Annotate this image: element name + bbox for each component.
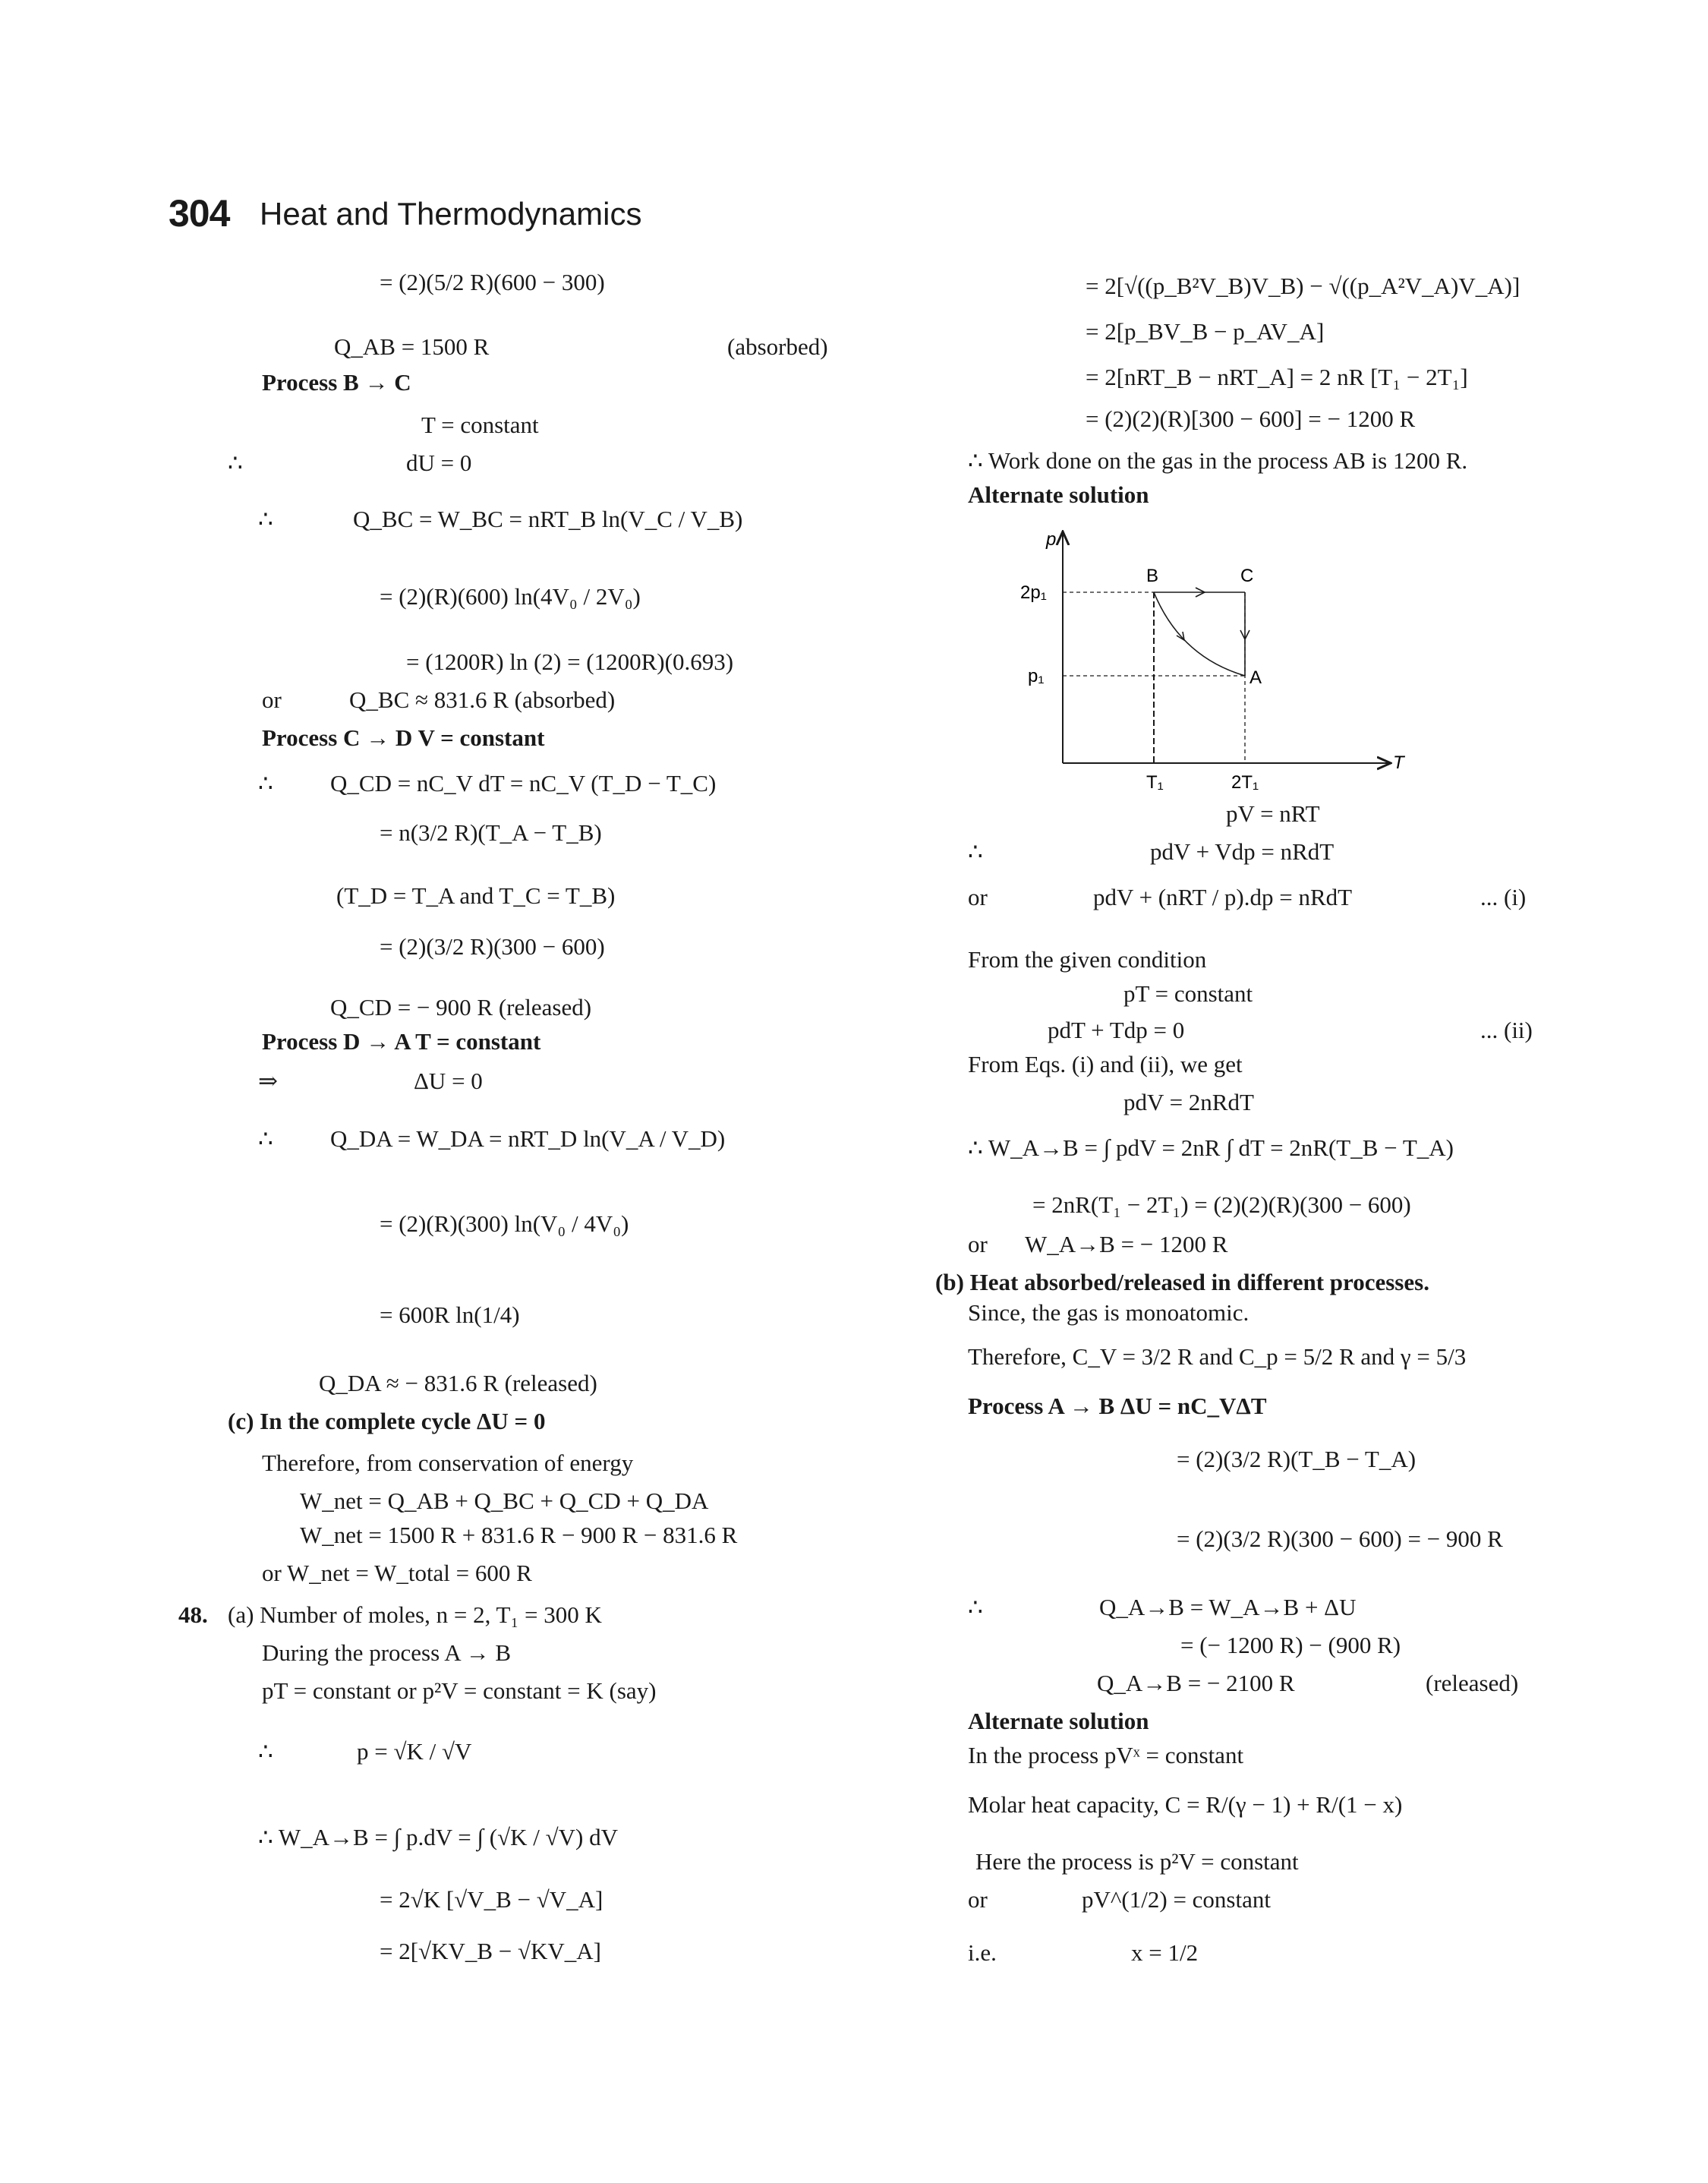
left-column-line: = 600R ln(1/4): [380, 1301, 520, 1328]
right-column-line: From Eqs. (i) and (ii), we get: [968, 1051, 1243, 1077]
left-column-line: Therefore, from conservation of energy: [262, 1450, 634, 1476]
left-column-line: = (2)(3/2 R)(300 − 600): [380, 933, 605, 960]
right-column-line: or: [968, 1231, 988, 1257]
right-column-line: (released): [1426, 1670, 1519, 1696]
right-column-line: Q_A→B = − 2100 R: [1097, 1670, 1295, 1696]
right-column-line: or: [968, 1886, 988, 1913]
right-column-line: = 2nR(T₁ − 2T₁) = (2)(2)(R)(300 − 600): [1032, 1191, 1411, 1218]
right-column-line: In the process pVˣ = constant: [968, 1742, 1244, 1768]
left-column-line: or: [262, 686, 282, 713]
right-column-line: = 2[p_BV_B − p_AV_A]: [1086, 318, 1325, 345]
left-column-line: = (1200R) ln (2) = (1200R)(0.693): [406, 648, 734, 675]
right-column-line: ... (i): [1480, 884, 1527, 910]
left-column-line: Process C → D V = constant: [262, 724, 545, 751]
right-column-line: Alternate solution: [968, 1708, 1149, 1734]
point-c: C: [1240, 566, 1254, 586]
right-column-line: = (2)(3/2 R)(T_B − T_A): [1177, 1446, 1417, 1472]
right-column-line: pV^(1/2) = constant: [1082, 1886, 1271, 1913]
right-column-line: = 2[nRT_B − nRT_A] = 2 nR [T₁ − 2T₁]: [1086, 364, 1468, 390]
right-column-line: pdV = 2nRdT: [1123, 1089, 1254, 1115]
left-column-line: 48.: [178, 1601, 208, 1628]
left-column-line: ∴: [258, 506, 273, 532]
right-column-line: From the given condition: [968, 946, 1207, 973]
right-column-line: pdV + Vdp = nRdT: [1150, 838, 1335, 865]
left-column-line: or W_net = W_total = 600 R: [262, 1560, 532, 1586]
left-column-line: ∴ W_A→B = ∫ p.dV = ∫ (√K / √V) dV: [258, 1824, 618, 1850]
left-column-line: (absorbed): [727, 333, 828, 360]
right-column-line: pdT + Tdp = 0: [1048, 1017, 1185, 1043]
left-column-line: = 2√K [√V_B − √V_A]: [380, 1886, 603, 1913]
right-column-line: Alternate solution: [968, 481, 1149, 508]
right-column-line: W_A→B = − 1200 R: [1025, 1231, 1228, 1257]
left-column-line: (a) Number of moles, n = 2, T₁ = 300 K: [228, 1601, 602, 1628]
left-column-line: W_net = Q_AB + Q_BC + Q_CD + Q_DA: [300, 1487, 709, 1514]
right-column-line: ∴ W_A→B = ∫ pdV = 2nR ∫ dT = 2nR(T_B − T_A): [968, 1134, 1454, 1161]
y-tick-2p1: 2p₁: [1020, 582, 1047, 603]
left-column-line: ∴: [258, 1125, 273, 1152]
chapter-title: Heat and Thermodynamics: [260, 196, 642, 232]
right-column-line: ... (ii): [1480, 1017, 1533, 1043]
right-column-line: Therefore, C_V = 3/2 R and C_p = 5/2 R and γ = 5/3: [968, 1343, 1467, 1370]
right-column-line: x = 1/2: [1131, 1939, 1199, 1966]
right-column-line: Process A → B ΔU = nC_VΔT: [968, 1393, 1267, 1419]
left-column-line: Q_BC = W_BC = nRT_B ln(V_C / V_B): [353, 506, 743, 532]
left-column-line: = 2[√KV_B − √KV_A]: [380, 1938, 602, 1964]
left-column-line: ⇒: [258, 1068, 278, 1094]
right-column-line: Here the process is p²V = constant: [975, 1848, 1299, 1875]
left-column-line: Q_CD = − 900 R (released): [330, 994, 592, 1021]
point-b: B: [1146, 566, 1159, 586]
pt-diagram: [1017, 524, 1412, 805]
right-column-line: i.e.: [968, 1939, 997, 1966]
x-tick-t1: T₁: [1146, 772, 1164, 793]
point-a: A: [1249, 667, 1262, 688]
left-column-line: Q_BC ≈ 831.6 R (absorbed): [349, 686, 616, 713]
y-tick-p1: p₁: [1028, 666, 1045, 686]
x-tick-2t1: 2T₁: [1231, 772, 1259, 793]
left-column-line: Q_DA ≈ − 831.6 R (released): [319, 1370, 597, 1396]
right-column-line: pdV + (nRT / p).dp = nRdT: [1093, 884, 1353, 910]
x-axis-label: T: [1393, 752, 1404, 773]
left-column-line: = (2)(5/2 R)(600 − 300): [380, 269, 605, 295]
left-column-line: ∴: [258, 770, 273, 797]
left-column-line: Process B → C: [262, 369, 411, 396]
left-column-line: W_net = 1500 R + 831.6 R − 900 R − 831.6 R: [300, 1522, 738, 1548]
left-column-line: p = √K / √V: [357, 1738, 472, 1765]
right-column-line: pT = constant: [1123, 980, 1253, 1007]
left-column-line: ∴: [228, 450, 243, 476]
right-column-line: pV = nRT: [1226, 800, 1320, 827]
right-column-line: or: [968, 884, 988, 910]
left-column-line: = (2)(R)(600) ln(4V₀ / 2V₀): [380, 583, 641, 610]
right-column-line: (b) Heat absorbed/released in different processes.: [935, 1269, 1429, 1295]
right-column-line: = (− 1200 R) − (900 R): [1180, 1632, 1401, 1658]
left-column-line: = n(3/2 R)(T_A − T_B): [380, 819, 602, 846]
left-column-line: (c) In the complete cycle ΔU = 0: [228, 1408, 546, 1434]
right-column-line: Q_A→B = W_A→B + ΔU: [1099, 1594, 1357, 1620]
right-column-line: ∴: [968, 838, 983, 865]
left-column-line: Q_AB = 1500 R: [334, 333, 490, 360]
left-column-line: (T_D = T_A and T_C = T_B): [336, 882, 616, 909]
right-column-line: Molar heat capacity, C = R/(γ − 1) + R/(1 − x): [968, 1791, 1403, 1818]
right-column-line: = 2[√((p_B²V_B)V_B) − √((p_A²V_A)V_A)]: [1086, 273, 1520, 299]
left-column-line: ΔU = 0: [414, 1068, 483, 1094]
y-axis-label: p: [1046, 529, 1057, 550]
left-column-line: dU = 0: [406, 450, 472, 476]
right-column-line: ∴ Work done on the gas in the process AB is 1200 R.: [968, 447, 1468, 474]
left-column-line: ∴: [258, 1738, 273, 1765]
left-column-line: During the process A → B: [262, 1639, 512, 1666]
left-column-line: = (2)(R)(300) ln(V₀ / 4V₀): [380, 1210, 629, 1237]
page-number: 304: [169, 192, 230, 235]
process-ab-curve: [1154, 592, 1245, 676]
left-column-line: Q_CD = nC_V dT = nC_V (T_D − T_C): [330, 770, 717, 797]
left-column-line: T = constant: [421, 412, 539, 438]
left-column-line: pT = constant or p²V = constant = K (say): [262, 1677, 657, 1704]
right-column-line: Since, the gas is monoatomic.: [968, 1299, 1249, 1326]
right-column-line: ∴: [968, 1594, 983, 1620]
right-column-line: = (2)(2)(R)[300 − 600] = − 1200 R: [1086, 405, 1416, 432]
left-column-line: Q_DA = W_DA = nRT_D ln(V_A / V_D): [330, 1125, 726, 1152]
left-column-line: Process D → A T = constant: [262, 1028, 541, 1055]
right-column-line: = (2)(3/2 R)(300 − 600) = − 900 R: [1177, 1525, 1503, 1552]
